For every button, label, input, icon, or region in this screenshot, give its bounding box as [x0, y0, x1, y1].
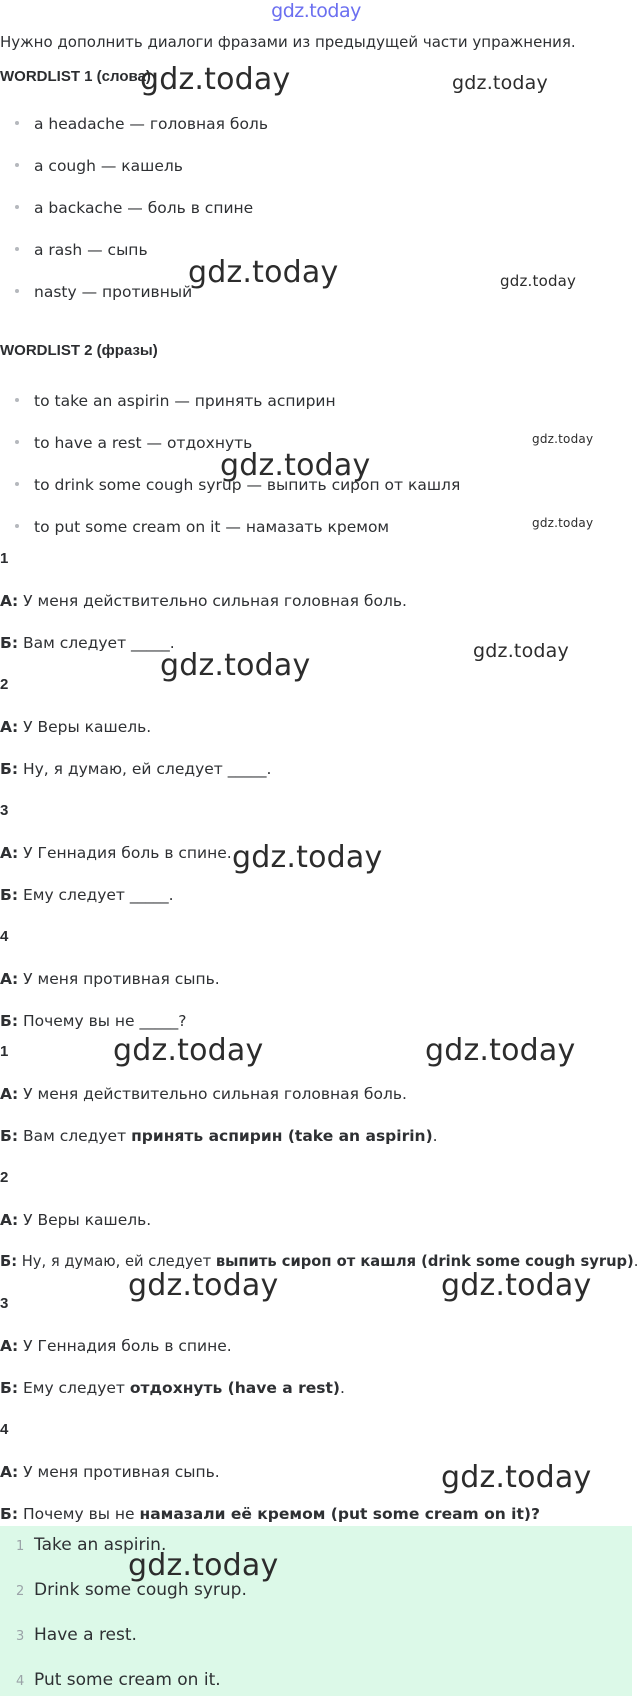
solution-line-a: А: У меня противная сыпь. [0, 1463, 220, 1481]
speaker-b-label: Б: [0, 1127, 19, 1145]
bullet-dot [15, 524, 19, 528]
watermark: gdz.today [113, 1033, 264, 1068]
bullet-dot [15, 163, 19, 167]
dialogue-line-b: Б: Ему следует _____. [0, 886, 174, 904]
answer-item: 2 Drink some cough syrup. [16, 1580, 247, 1600]
answer-item: 1 Take an aspirin. [16, 1535, 167, 1555]
speaker-a-label: А: [0, 1463, 19, 1481]
solution-line-b: Б: Вам следует принять аспирин (take an aspirin). [0, 1127, 438, 1145]
dialogue-line-a: А: У Геннадия боль в спине. [0, 844, 232, 862]
speaker-b-label: Б: [0, 760, 19, 778]
watermark: gdz.today [500, 272, 577, 290]
bullet-dot [15, 205, 19, 209]
answer-highlight: намазали её кремом (put some cream on it)? [139, 1505, 540, 1523]
dialogue-number: 1 [0, 550, 9, 567]
watermark: gdz.today [532, 432, 594, 446]
watermark: gdz.today [128, 1548, 279, 1583]
bullet-dot [15, 121, 19, 125]
dialogue-line-b: Б: Почему вы не _____? [0, 1012, 187, 1030]
solution-number: 4 [0, 1421, 9, 1438]
answer-item: 3 Have a rest. [16, 1625, 137, 1645]
wordlist1-item: a rash — сыпь [15, 241, 148, 259]
watermark: gdz.today [140, 62, 291, 97]
wordlist1-item: a cough — кашель [15, 157, 183, 175]
site-logo[interactable]: gdz.today [271, 0, 361, 22]
speaker-b-label: Б: [0, 1505, 19, 1523]
dialogue-number: 2 [0, 676, 9, 693]
watermark: gdz.today [220, 448, 371, 483]
bullet-dot [15, 247, 19, 251]
solution-line-a: А: У Геннадия боль в спине. [0, 1337, 232, 1355]
answer-highlight: отдохнуть (have a rest) [129, 1379, 341, 1397]
speaker-b-label: Б: [0, 886, 19, 904]
speaker-b-label: Б: [0, 1012, 19, 1030]
watermark: gdz.today [425, 1033, 576, 1068]
solution-number: 2 [0, 1169, 9, 1186]
speaker-a-label: А: [0, 844, 19, 862]
bullet-dot [15, 398, 19, 402]
watermark: gdz.today [441, 1460, 592, 1495]
wordlist1-title: WORDLIST 1 (слова) [0, 68, 151, 85]
solution-number: 1 [0, 1043, 9, 1060]
wordlist2-title: WORDLIST 2 (фразы) [0, 342, 158, 359]
wordlist2-item: to have a rest — отдохнуть [15, 434, 252, 452]
watermark: gdz.today [532, 516, 594, 530]
solution-line-a: А: У Веры кашель. [0, 1211, 152, 1229]
intro-text: Нужно дополнить диалоги фразами из предыдущей части упражнения. [0, 33, 576, 51]
solution-number: 3 [0, 1295, 9, 1312]
watermark: gdz.today [128, 1268, 279, 1303]
speaker-b-label: Б: [0, 1253, 18, 1270]
speaker-b-label: Б: [0, 634, 19, 652]
answer-highlight: принять аспирин (take an aspirin) [131, 1127, 433, 1145]
solution-line-b: Б: Почему вы не намазали её кремом (put some cream on it)? [0, 1505, 540, 1523]
speaker-b-label: Б: [0, 1379, 19, 1397]
bullet-dot [15, 289, 19, 293]
wordlist2-item: to take an aspirin — принять аспирин [15, 392, 336, 410]
dialogue-line-a: А: У Веры кашель. [0, 718, 152, 736]
dialogue-number: 4 [0, 928, 9, 945]
answer-number: 1 [16, 1539, 25, 1554]
wordlist1-item: a backache — боль в спине [15, 199, 253, 217]
dialogue-line-a: А: У меня противная сыпь. [0, 970, 220, 988]
watermark: gdz.today [441, 1268, 592, 1303]
speaker-a-label: А: [0, 592, 19, 610]
wordlist1-item: nasty — противный [15, 283, 192, 301]
wordlist2-item: to put some cream on it — намазать кремом [15, 518, 389, 536]
solution-line-a: А: У меня действительно сильная головная боль. [0, 1085, 407, 1103]
solution-line-b: Б: Ему следует отдохнуть (have a rest). [0, 1379, 345, 1397]
answer-number: 2 [16, 1584, 25, 1599]
watermark: gdz.today [232, 840, 383, 875]
answer-number: 3 [16, 1629, 25, 1644]
dialogue-line-b: Б: Вам следует _____. [0, 634, 175, 652]
answer-highlight: выпить сироп от кашля (drink some cough syrup) [215, 1253, 634, 1270]
watermark: gdz.today [452, 72, 548, 94]
speaker-a-label: А: [0, 1085, 19, 1103]
watermark: gdz.today [160, 648, 311, 683]
wordlist2-item: to drink some cough syrup — выпить сироп от кашля [15, 476, 460, 494]
solution-line-b: Б: Ну, я думаю, ей следует выпить сироп от кашля (drink some cough syrup). [0, 1253, 638, 1270]
answer-number: 4 [16, 1674, 25, 1689]
speaker-a-label: А: [0, 1211, 19, 1229]
speaker-a-label: А: [0, 970, 19, 988]
bullet-dot [15, 482, 19, 486]
speaker-a-label: А: [0, 718, 19, 736]
bullet-dot [15, 440, 19, 444]
dialogue-line-b: Б: Ну, я думаю, ей следует _____. [0, 760, 272, 778]
dialogue-number: 3 [0, 802, 9, 819]
watermark: gdz.today [473, 640, 569, 662]
dialogue-line-a: А: У меня действительно сильная головная боль. [0, 592, 407, 610]
speaker-a-label: А: [0, 1337, 19, 1355]
wordlist1-item: a headache — головная боль [15, 115, 268, 133]
answer-item: 4 Put some cream on it. [16, 1670, 221, 1690]
watermark: gdz.today [188, 255, 339, 290]
